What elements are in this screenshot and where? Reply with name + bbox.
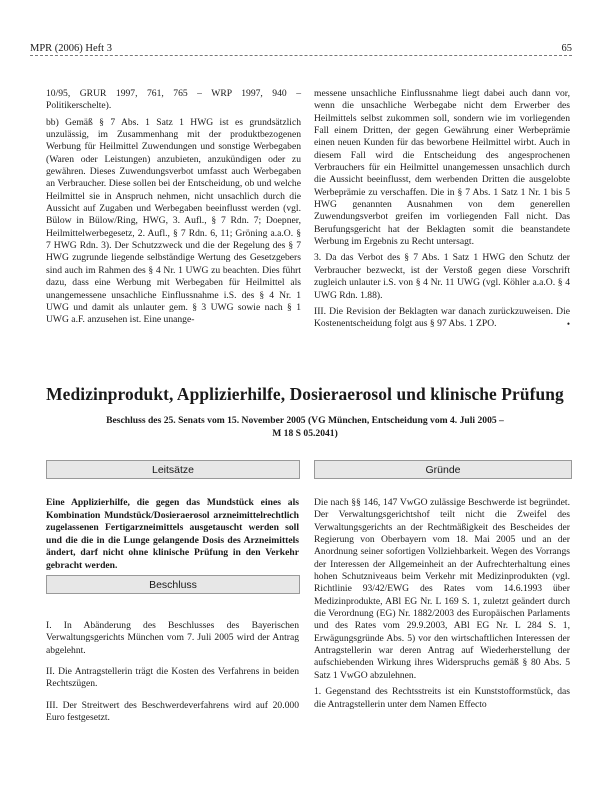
beschluss-item: I. In Abänderung des Beschlusses des Bayerischen Verwaltungsgerichts München vom 7. Juli 2005 wird der Antrag abgelehnt.: [46, 620, 299, 656]
running-head: [30, 40, 572, 54]
paragraph: Die nach §§ 146, 147 VwGO zulässige Beschwerde ist begründet. Der Verwaltungsgerichtshof teilt nicht die Zweifel des Verwaltungsgerichts an der Rechtmäßigkeit des Bescheides der Regierung von Oberbayern vom 18. Mai 2005 und an der Anordnung seiner sofortigen Vollziehbarkeit. Wegen des Vorrangs der Interessen der Allgemeinheit an der Aufrechterhaltung eines hohen Schutzniveaus beim Verkehr mit Medizinprodukten (vgl. Richtlinie 93/42/EWG des Rates vom 14.6.1993 über Medizinprodukte, ABl EG Nr. L 169 S. 1, zuletzt geändert durch die Verordnung (EG) Nr. 1882/2003 des Europäischen Parlaments und des Rates vom 29.9.2003, ABl EG Nr. L 284 S. 1, Erwägungsgründe Abs. 5) vor den wirtschaftlichen Interessen der Antragstellerin war deren Antrag auf Wiederherstellung der aufschiebenden Wirkung ihres Widerspruchs gemäß § 80 Abs. 5 Satz 1 VwGO abzulehnen.: [314, 497, 570, 681]
beschluss-heading: Beschluss: [46, 575, 300, 594]
gruende-column: [314, 497, 570, 715]
paragraph: messene unsachliche Einflussnahme liegt dabei auch dann vor, wenn die unsachliche Werbegabe nicht dem Erwerber des Heilmittels selbst zukommen soll, sondern wie im vorliegenden Fall einem Dritten, der gegen Gewährung einer Werbeprämie einen neuen Kunden für das beworbene Heilmittel wirbt. Auch in diesem Fall wird die Entscheidung des angesprochenen Verbrauchers für ein Heilmittel unangemessen unsachlich durch die Aussicht beeinflusst, dem werbenden Dritten die ausgelobte Werbeprämie zu verschaffen. Die in § 7 Abs. 1 Satz 1 Nr. 1 bis 5 HWG genannten Ausnahmen von dem generellen Zuwendungsverbot greifen im vorliegenden Fall nicht. Das Berufungsgericht hat der Beklagten somit die beanstandete Werbung im Ergebnis zu Recht untersagt.: [314, 88, 570, 248]
paragraph: 3. Da das Verbot des § 7 Abs. 1 Satz 1 HWG den Schutz der Verbraucher bezweckt, ist der Verstoß gegen diese Vorschrift zugleich unlauter i.S. von § 4 Nr. 11 UWG (vgl. Köhler a.a.O. § 4 UWG Rdn. 1.88).: [314, 252, 570, 301]
subtitle-line: M 18 S 05.2041): [272, 428, 338, 439]
paragraph: 1. Gegenstand des Rechtsstreits ist ein Kunststofformstück, das die Antragstellerin unter dem Namen Effecto: [314, 686, 570, 710]
page-number: 65: [561, 43, 572, 54]
subtitle-line: Beschluss des 25. Senats vom 15. November 2005 (VG München, Entscheidung vom 4. Juli 2005 –: [106, 415, 504, 426]
paragraph: 10/95, GRUR 1997, 761, 765 – WRP 1997, 940 – Politikerschelte).: [46, 88, 301, 112]
beschluss-item: II. Die Antragstellerin trägt die Kosten des Verfahrens in beiden Rechtszügen.: [46, 666, 299, 690]
leitsaetze-heading: Leitsätze: [46, 460, 300, 479]
gruende-heading: Gründe: [314, 460, 572, 479]
beschluss-column: [46, 620, 299, 733]
end-mark: •: [566, 319, 570, 330]
journal-reference: MPR (2006) Heft 3: [30, 43, 112, 54]
header-rule: [30, 55, 572, 56]
paragraph-text: III. Die Revision der Beklagten war danach zurückzuweisen. Die Kostenentscheidung folgt aus § 97 Abs. 1 ZPO.: [314, 305, 570, 330]
paragraph-with-end-mark: [314, 306, 570, 331]
beschluss-item: III. Der Streitwert des Beschwerdeverfahrens wird auf 20.000 Euro festgesetzt.: [46, 699, 299, 724]
article-subtitle: [60, 414, 550, 440]
leitsatz-text: Eine Applizierhilfe, die gegen das Mundstück eines als Kombination Mundstück/Dosieraerosol arzneimittelrechtlich zugelassenen Fertigarzneimittels ausgetauscht werden soll und die die in die Lunge gelangende Dosis des Arzneimittels ändert, darf nicht ohne klinische Prüfung in den Verkehr gebracht werden.: [46, 497, 299, 571]
previous-article-left-column: [46, 88, 301, 331]
paragraph: bb) Gemäß § 7 Abs. 1 Satz 1 HWG ist es grundsätzlich unzulässig, im Zusammenhang mit der produktbezogenen Werbung für Heilmittel Zuwendungen und sonstige Werbegaben (Waren oder Leistungen) anzubieten, anzukündigen oder zu gewähren. Dieses Zuwendungsverbot umfasst auch Werbegaben an Verbraucher. Diese sollen bei der Entscheidung, ob und welche Heilmittel sie in Anspruch nehmen, nicht unsachlich durch die Aussicht auf Zugaben und Werbegaben beeinflusst werden (vgl. Bülow in Bülow/Ring, HWG, 3. Aufl., § 7 Rdn. 7; Doepner, Heilmittelwerbegesetz, 2. Aufl., § 7 Rdn. 6, 11; Gröning a.a.O. § 7 HWG Rdn. 3). Der Schutzzweck und die der Regelung des § 7 HWG zugrunde liegende selbständige Wertung des Gesetzgebers sind auch im Rahmen des § 4 Nr. 1 UWG zu beachten. Dies führt dazu, dass eine Werbung mit Werbegaben für Heilmittel als unangemessene unsachliche Einflussnahme i.S. des § 4 Nr. 1 UWG und damit als unlauter gem. § 3 UWG sowie nach § 1 UWG a.F. anzusehen ist. Eine unange-: [46, 116, 301, 326]
article-title: Medizinprodukt, Applizierhilfe, Dosieraerosol und klinische Prüfung: [46, 384, 564, 404]
previous-article-right-column: [314, 88, 570, 335]
